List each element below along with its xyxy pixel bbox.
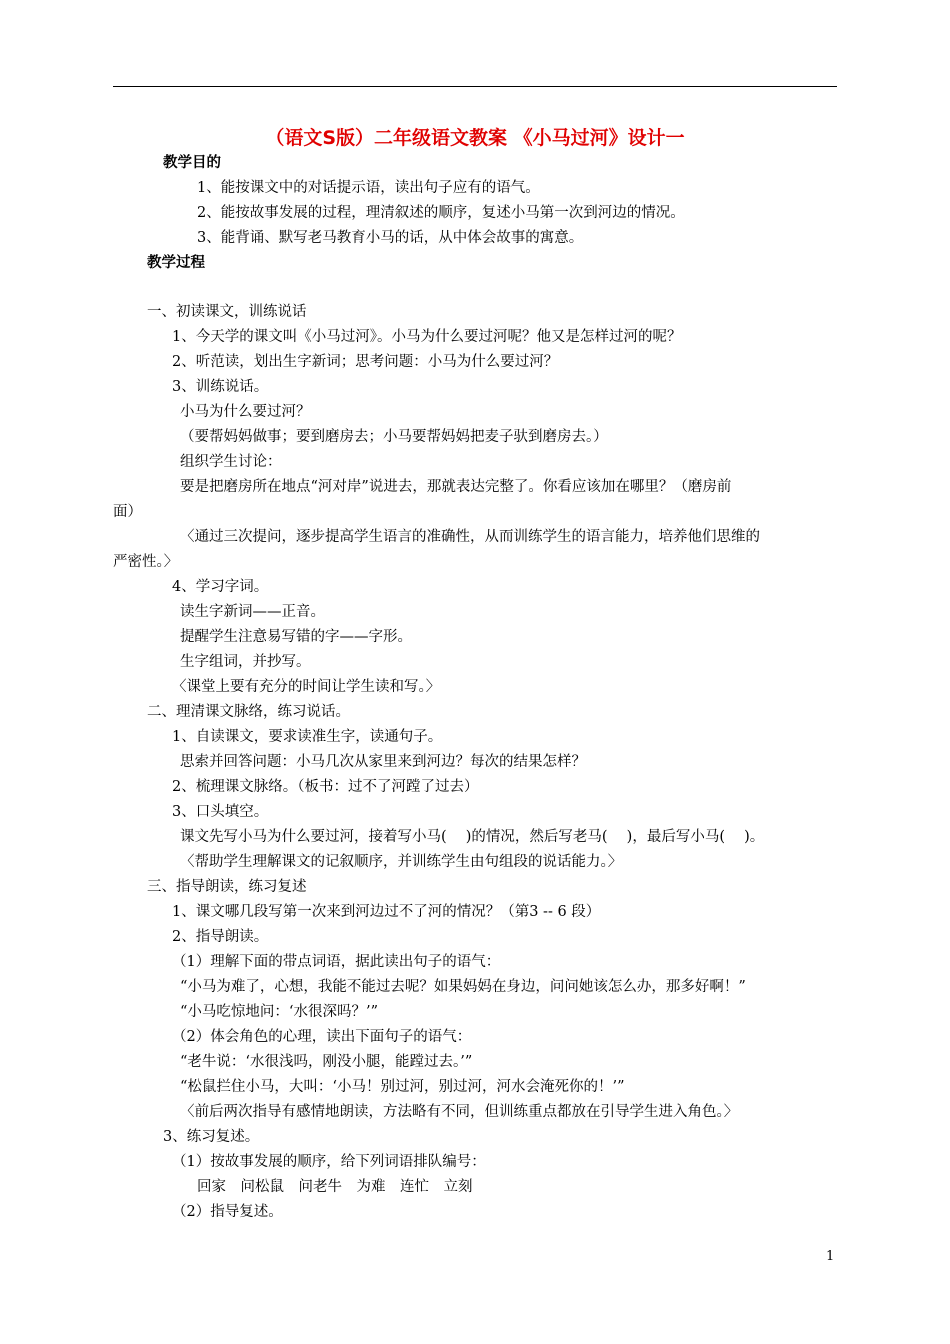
- header-rule: [113, 86, 837, 87]
- section-2-heading: 二、理清课文脉络，练习说话。: [147, 704, 350, 720]
- text-line: 严密性。〉: [113, 554, 179, 570]
- text-line: 组织学生讨论：: [180, 454, 282, 470]
- text-line: 3、练习复述。: [163, 1129, 260, 1145]
- text-line: 1、今天学的课文叫《小马过河》。小马为什么要过河呢？他又是怎样过河的呢？: [172, 329, 682, 345]
- text-line: 思索并回答问题：小马几次从家里来到河边？每次的结果怎样？: [180, 754, 586, 770]
- text-line: “松鼠拦住小马，大叫：‘小马！别过河，别过河，河水会淹死你的！’”: [180, 1079, 625, 1095]
- text-line: 小马为什么要过河？: [180, 404, 311, 420]
- heading-process: 教学过程: [147, 255, 205, 271]
- text-line: 提醒学生注意易写错的字——字形。: [180, 629, 412, 645]
- text-line: “小马为难了，心想，我能不能过去呢？如果妈妈在身边，问问她该怎么办，那多好啊！”: [180, 979, 746, 995]
- text-line: 3、训练说话。: [172, 379, 269, 395]
- text-line: “小马吃惊地问：‘水很深吗？’”: [180, 1004, 379, 1020]
- text-line: （1）按故事发展的顺序，给下列词语排队编号：: [172, 1154, 486, 1170]
- text-line: 1、课文哪几段写第一次来到河边过不了河的情况？（第3 -- 6 段）: [172, 904, 601, 920]
- text-line: 2、梳理课文脉络。（板书：过不了河蹚了过去）: [172, 779, 479, 795]
- text-line: （2）体会角色的心理，读出下面句子的语气：: [172, 1029, 472, 1045]
- text-line: 生字组词，并抄写。: [180, 654, 311, 670]
- section-3-heading: 三、指导朗读，练习复述: [147, 879, 307, 895]
- text-line: （2）指导复述。: [172, 1204, 283, 1220]
- page-number: 1: [826, 1249, 835, 1264]
- section-1-heading: 一、初读课文，训练说话: [147, 304, 307, 320]
- text-line: 〈通过三次提问，逐步提高学生语言的准确性，从而训练学生的语言能力，培养他们思维的: [180, 529, 760, 545]
- document-title: （语文S版）二年级语文教案 《小马过河》设计一: [265, 127, 685, 149]
- text-line: 读生字新词——正音。: [180, 604, 325, 620]
- text-line: 〈前后两次指导有感情地朗读，方法略有不同，但训练重点都放在引导学生进入角色。〉: [180, 1104, 739, 1120]
- objective-3: 3、能背诵、默写老马教育小马的话，从中体会故事的寓意。: [197, 230, 584, 246]
- text-line: 回家 问松鼠 问老牛 为难 连忙 立刻: [197, 1179, 473, 1195]
- text-line: 3、口头填空。: [172, 804, 269, 820]
- text-line: （要帮妈妈做事；要到磨房去；小马要帮妈妈把麦子驮到磨房去。）: [180, 429, 608, 445]
- text-line: “老牛说：‘水很浅吗，刚没小腿，能蹚过去。’”: [180, 1054, 473, 1070]
- heading-objectives: 教学目的: [163, 155, 221, 171]
- objective-1: 1、能按课文中的对话提示语，读出句子应有的语气。: [197, 180, 540, 196]
- objective-2: 2、能按故事发展的过程，理清叙述的顺序，复述小马第一次到河边的情况。: [197, 205, 685, 221]
- text-line: （1）理解下面的带点词语，据此读出句子的语气：: [172, 954, 501, 970]
- text-line: 4、学习字词。: [172, 579, 269, 595]
- text-line: 课文先写小马为什么要过河，接着写小马( )的情况，然后写老马( )，最后写小马( )。: [180, 829, 765, 845]
- text-line: 2、听范读，划出生字新词；思考问题：小马为什么要过河？: [172, 354, 559, 370]
- text-line: 面）: [113, 504, 142, 520]
- text-line: 〈帮助学生理解课文的记叙顺序，并训练学生由句组段的说话能力。〉: [180, 854, 623, 870]
- text-line: 要是把磨房所在地点“河对岸”说进去，那就表达完整了。你看应该加在哪里？（磨房前: [180, 479, 732, 495]
- text-line: 2、指导朗读。: [172, 929, 269, 945]
- text-line: 〈课堂上要有充分的时间让学生读和写。〉: [172, 679, 441, 695]
- text-line: 1、自读课文，要求读准生字，读通句子。: [172, 729, 443, 745]
